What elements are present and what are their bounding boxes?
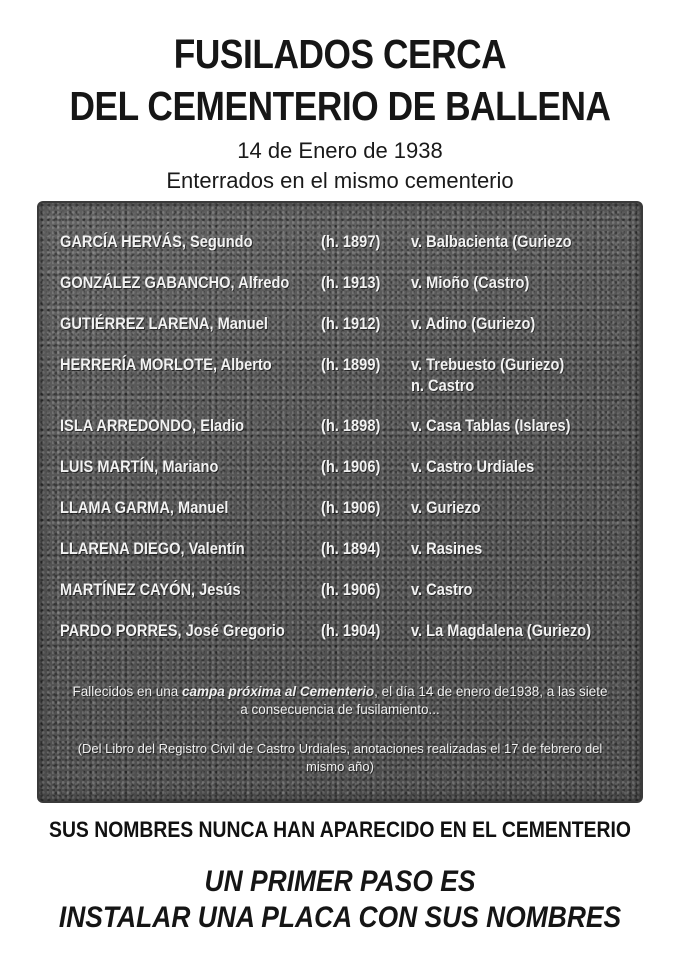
victim-birth-year: (h. 1913) bbox=[321, 273, 381, 292]
victim-name: LLAMA GARMA, Manuel bbox=[60, 498, 229, 517]
victim-birth-year: (h. 1899) bbox=[321, 355, 381, 374]
victim-residence: v. Castro Urdiales bbox=[411, 457, 535, 476]
victim-birth-year: (h. 1906) bbox=[321, 457, 381, 476]
victim-birth-year: (h. 1906) bbox=[321, 580, 381, 599]
victim-name: LLARENA DIEGO, Valentín bbox=[60, 539, 245, 558]
victim-residence: v. Mioño (Castro) bbox=[411, 273, 530, 292]
victim-name: HERRERÍA MORLOTE, Alberto bbox=[60, 355, 272, 374]
victim-birth-year: (h. 1906) bbox=[321, 498, 381, 517]
call-to-action-line-2: INSTALAR UNA PLACA CON SUS NOMBRES bbox=[58, 901, 622, 934]
victim-residence: v. La Magdalena (Guriezo) bbox=[411, 621, 592, 640]
victim-name: PARDO PORRES, José Gregorio bbox=[60, 621, 285, 640]
victim-name: GARCÍA HERVÁS, Segundo bbox=[60, 232, 253, 251]
victim-name: GUTIÉRREZ LARENA, Manuel bbox=[60, 314, 268, 333]
victim-residence: v. Adino (Guriezo) bbox=[411, 314, 536, 333]
victim-name: GONZÁLEZ GABANCHO, Alfredo bbox=[60, 273, 290, 292]
victim-name: LUIS MARTÍN, Mariano bbox=[60, 457, 219, 476]
victim-birth-year: (h. 1904) bbox=[321, 621, 381, 640]
victim-birthplace: n. Castro bbox=[411, 376, 475, 395]
death-record-note bbox=[67, 683, 613, 719]
note-suffix: , el día 14 de enero de1938, a las siete a consecuencia de fusilamiento... bbox=[240, 684, 608, 717]
victim-birth-year: (h. 1897) bbox=[321, 232, 381, 251]
note-prefix: Fallecidos en una bbox=[72, 684, 183, 699]
victim-name: ISLA ARREDONDO, Eladio bbox=[60, 416, 245, 435]
page-title-line-1: FUSILADOS CERCA bbox=[173, 31, 507, 77]
statement-heading: SUS NOMBRES NUNCA HAN APARECIDO EN EL CEMENTERIO bbox=[49, 817, 631, 842]
victim-residence: v. Rasines bbox=[411, 539, 483, 558]
burial-note: Enterrados en el mismo cementerio bbox=[166, 168, 514, 193]
victim-birth-year: (h. 1912) bbox=[321, 314, 381, 333]
call-to-action-line-1: UN PRIMER PASO ES bbox=[204, 865, 476, 898]
victim-birth-year: (h. 1894) bbox=[321, 539, 381, 558]
victim-birth-year: (h. 1898) bbox=[321, 416, 381, 435]
event-date: 14 de Enero de 1938 bbox=[237, 138, 443, 163]
victim-residence: v. Casa Tablas (Islares) bbox=[411, 416, 571, 435]
memorial-plaque bbox=[37, 201, 643, 803]
victim-name: MARTÍNEZ CAYÓN, Jesús bbox=[60, 580, 241, 599]
victim-residence: v. Trebuesto (Guriezo) bbox=[411, 355, 565, 374]
note-emphasis: campa próxima al Cementerio bbox=[182, 684, 375, 699]
page-title-line-2: DEL CEMENTERIO DE BALLENA bbox=[69, 83, 611, 129]
victim-residence: v. Castro bbox=[411, 580, 473, 599]
victim-residence: v. Guriezo bbox=[411, 498, 481, 517]
victim-residence: v. Balbacienta (Guriezo bbox=[411, 232, 572, 251]
registry-source-note: (Del Libro del Registro Civil de Castro Urdiales, anotaciones realizadas el 17 de febrero del mismo año) bbox=[77, 741, 603, 774]
